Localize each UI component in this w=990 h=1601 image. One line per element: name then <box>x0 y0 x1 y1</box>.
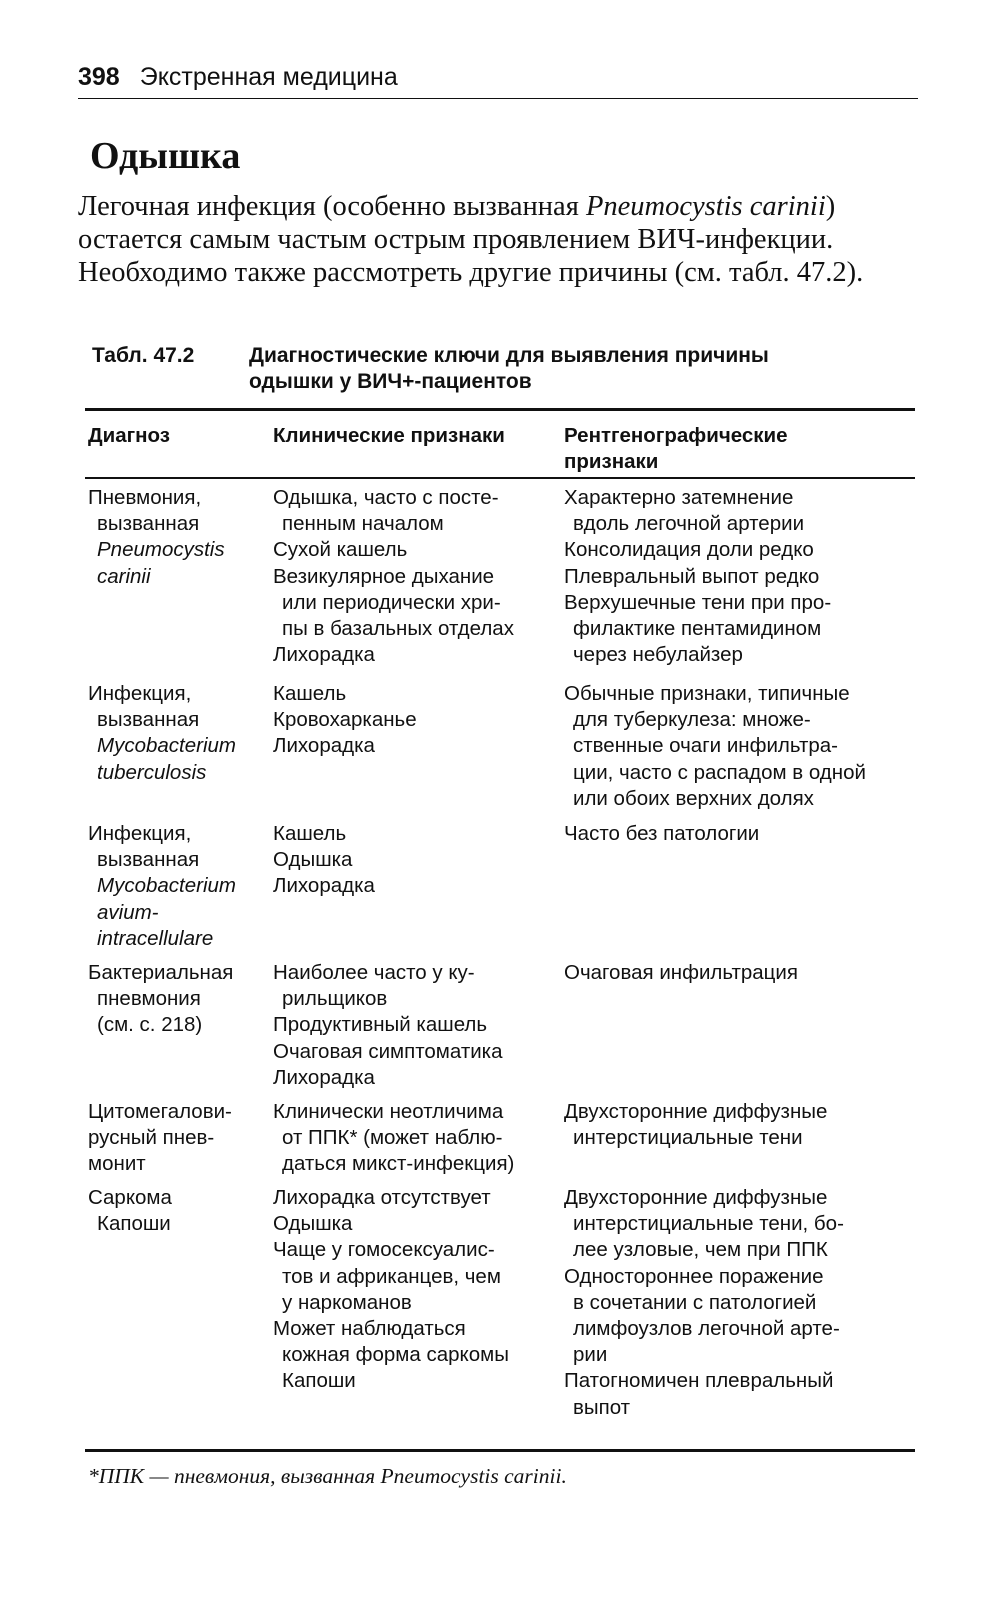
clinical-cell-line: Лихорадка <box>273 874 375 898</box>
diagnosis-cell <box>88 1099 266 1178</box>
diagnosis-table <box>88 423 914 1419</box>
xray-cell-line: Одностороннее поражение <box>564 1264 824 1288</box>
diagnosis-cell-line: Саркома <box>88 1186 172 1209</box>
clinical-cell-line: Лихорадка <box>273 1065 375 1089</box>
table-bottom-rule <box>85 1449 915 1452</box>
clinical-cell-line: Наиболее часто у ку- <box>273 961 475 984</box>
caption-line: Диагностические ключи для выявления причины <box>249 344 769 367</box>
diagnosis-cell-line: Инфекция, <box>88 822 192 845</box>
xray-cell-line: вдоль легочной артерии <box>573 512 805 536</box>
clinical-cell-line: Лихорадка <box>273 734 375 758</box>
xray-cell-line: для туберкулеза: множе- <box>573 708 811 732</box>
clinical-cell-line: Кашель <box>273 822 347 845</box>
diagnosis-cell <box>88 485 266 590</box>
clinical-cell-line: Капоши <box>282 1369 356 1393</box>
xray-cell <box>564 960 909 986</box>
caption-line: одышки у ВИЧ+-пациентов <box>249 370 532 393</box>
header-line: Диагноз <box>88 424 170 447</box>
xray-cell-line: Плевральный выпот редко <box>564 564 820 588</box>
xray-cell-line: или обоих верхних долях <box>573 786 814 810</box>
diagnosis-cell-line: Бактериальная <box>88 961 234 984</box>
xray-cell-line: Двухсторонние диффузные <box>564 1186 828 1209</box>
diagnosis-cell-line: (см. с. 218) <box>97 1013 203 1037</box>
diagnosis-cell-line: avium- <box>97 900 159 924</box>
xray-cell-line: лимфоузлов легочной арте- <box>573 1317 840 1341</box>
table-row <box>88 1099 914 1178</box>
clinical-cell-line: Кашель <box>273 682 347 705</box>
xray-cell <box>564 1099 909 1151</box>
xray-cell-line: Очаговая инфильтрация <box>564 961 798 984</box>
xray-cell-line: Часто без патологии <box>564 822 760 845</box>
xray-cell-line: в сочетании с патологией <box>573 1290 817 1314</box>
clinical-cell-line: даться микст-инфекция) <box>282 1152 515 1176</box>
intro-line: остается самым частым острым проявлением ВИЧ-инфекции. <box>78 224 834 255</box>
diagnosis-cell-line: русный пнев- <box>88 1126 215 1150</box>
clinical-cell-line: кожная форма саркомы <box>282 1343 509 1367</box>
diagnosis-cell-line: вызванная <box>97 848 200 872</box>
header-line: признаки <box>564 450 659 474</box>
xray-cell-line: рии <box>573 1343 608 1367</box>
clinical-cell <box>273 960 558 1091</box>
footnote: *ППК — пневмония, вызванная Pneumocystis carinii. <box>88 1464 567 1488</box>
clinical-cell <box>273 1099 558 1178</box>
running-title: Экстренная медицина <box>139 63 398 91</box>
table-row <box>88 1185 914 1421</box>
intro-line: Необходимо также рассмотреть другие причины (см. табл. 47.2). <box>78 257 864 288</box>
clinical-cell-line: пы в базальных отделах <box>282 617 514 641</box>
diagnosis-cell-line: Пневмония, <box>88 486 202 509</box>
clinical-cell-line: Лихорадка отсутствует <box>273 1186 491 1209</box>
clinical-cell-line: Очаговая симптоматика <box>273 1039 503 1063</box>
intro-text: Легочная инфекция (особенно вызванная <box>78 191 586 222</box>
clinical-cell-line: Везикулярное дыхание <box>273 564 495 588</box>
intro-text: ) <box>825 191 836 222</box>
diagnosis-cell-line: tuberculosis <box>97 760 207 784</box>
table-header-row <box>88 423 914 481</box>
table-top-rule <box>85 408 915 411</box>
xray-cell <box>564 681 909 812</box>
clinical-cell <box>273 681 558 760</box>
clinical-cell-line: Продуктивный кашель <box>273 1013 488 1037</box>
clinical-cell <box>273 1185 558 1395</box>
diagnosis-cell <box>88 960 266 1039</box>
diagnosis-cell-line: пневмония <box>97 987 201 1011</box>
diagnosis-cell <box>88 821 266 952</box>
diagnosis-cell-line: Инфекция, <box>88 682 192 705</box>
diagnosis-cell-line: intracellulare <box>97 926 214 950</box>
diagnosis-cell-line: Mycobacterium <box>97 874 236 898</box>
diagnosis-cell-line: Цитомегалови- <box>88 1100 232 1123</box>
header-line: Клинические признаки <box>273 424 505 447</box>
clinical-cell-line: Одышка <box>273 1212 353 1236</box>
xray-cell-line: интерстициальные тени <box>573 1126 803 1150</box>
xray-cell <box>564 821 909 847</box>
clinical-cell-line: тов и африканцев, чем <box>282 1264 501 1288</box>
xray-cell-line: через небулайзер <box>573 643 743 667</box>
page-number: 398 <box>78 63 120 91</box>
clinical-cell-line: Чаще у гомосексуалис- <box>273 1238 495 1262</box>
header-line: Рентгенографические <box>564 424 788 447</box>
xray-cell-line: Характерно затемнение <box>564 486 794 509</box>
xray-cell-line: интерстициальные тени, бо- <box>573 1212 844 1236</box>
clinical-cell-line: пенным началом <box>282 512 444 536</box>
diagnosis-cell-line: монит <box>88 1152 146 1176</box>
clinical-cell-line: Лихорадка <box>273 643 375 667</box>
header-clinical <box>273 423 558 449</box>
clinical-cell-line: или периодически хри- <box>282 590 501 614</box>
xray-cell-line: Обычные признаки, типичные <box>564 682 850 705</box>
diagnosis-cell-line: Pneumocystis <box>97 538 225 562</box>
running-header <box>78 62 918 99</box>
clinical-cell-line: Одышка <box>273 848 353 872</box>
clinical-cell <box>273 821 558 900</box>
table-number: Табл. 47.2 <box>92 344 195 367</box>
header-rule <box>85 477 915 479</box>
xray-cell-line: ции, часто с распадом в одной <box>573 760 866 784</box>
xray-cell-line: Консолидация доли редко <box>564 538 814 562</box>
table-row <box>88 821 914 952</box>
header-xray <box>564 423 909 475</box>
clinical-cell-line: Одышка, часто с посте- <box>273 486 499 509</box>
clinical-cell-line: от ППК* (может наблю- <box>282 1126 503 1150</box>
table-row <box>88 485 914 668</box>
xray-cell-line: Патогномичен плевральный <box>564 1369 834 1393</box>
clinical-cell-line: Может наблюдаться <box>273 1317 466 1341</box>
clinical-cell-line: Клинически неотличима <box>273 1100 504 1123</box>
xray-cell <box>564 485 909 668</box>
diagnosis-cell-line: вызванная <box>97 708 200 732</box>
xray-cell-line: выпот <box>573 1395 631 1419</box>
xray-cell-line: лее узловые, чем при ППК <box>573 1238 828 1262</box>
diagnosis-cell-line: Капоши <box>97 1212 171 1236</box>
clinical-cell <box>273 485 558 668</box>
xray-cell-line: Верхушечные тени при про- <box>564 590 832 614</box>
diagnosis-cell-line: Mycobacterium <box>97 734 236 758</box>
intro-paragraph <box>78 190 918 289</box>
clinical-cell-line: у наркоманов <box>282 1290 412 1314</box>
table-row <box>88 681 914 812</box>
intro-line <box>78 190 918 223</box>
section-title: Одышка <box>90 135 241 177</box>
xray-cell-line: Двухсторонние диффузные <box>564 1100 828 1123</box>
clinical-cell-line: Сухой кашель <box>273 538 408 562</box>
diagnosis-cell-line: вызванная <box>97 512 200 536</box>
intro-italic: Pneumocystis carinii <box>585 191 826 222</box>
table-row <box>88 960 914 1091</box>
table-caption-text <box>249 343 889 395</box>
diagnosis-cell-line: carinii <box>97 564 151 588</box>
clinical-cell-line: Кровохарканье <box>273 708 417 732</box>
diagnosis-cell <box>88 681 266 786</box>
clinical-cell-line: рильщиков <box>282 987 388 1011</box>
diagnosis-cell <box>88 1185 266 1237</box>
xray-cell-line: ственные очаги инфильтра- <box>573 734 838 758</box>
header-diagnosis <box>88 423 266 449</box>
xray-cell <box>564 1185 909 1421</box>
xray-cell-line: филактике пентамидином <box>573 617 822 641</box>
